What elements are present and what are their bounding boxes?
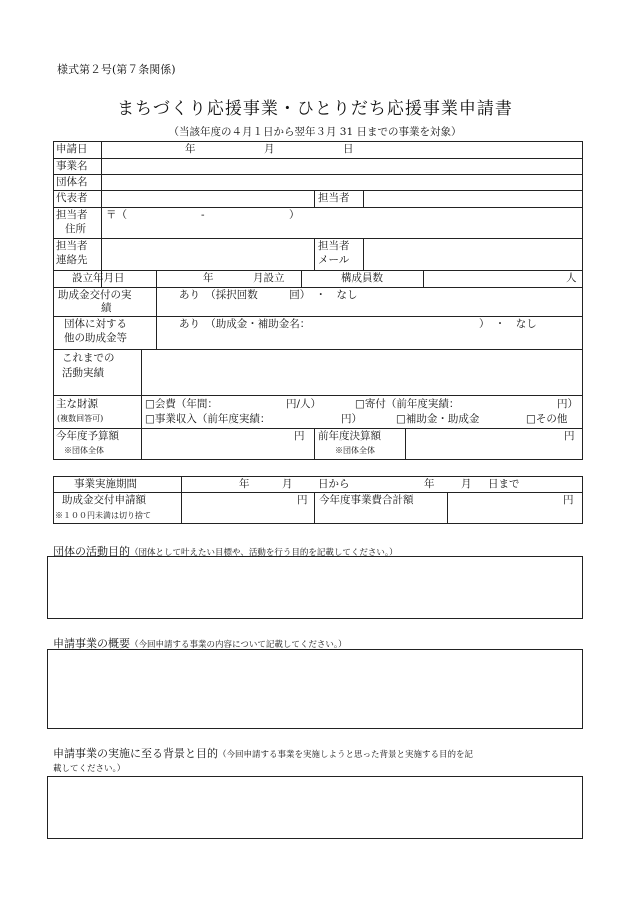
past-activities-label-1: これまでの [62, 352, 115, 364]
table-rule [53, 395, 583, 396]
application-date-day: 日 [343, 143, 354, 155]
table-rule [314, 492, 315, 523]
finance-donation-unit: 円） [557, 398, 578, 410]
page-subtitle: （当該年度の４月１日から翌年３月 31 日までの事業を対象） [168, 126, 462, 138]
table-rule [141, 395, 142, 428]
total-cost-yen: 円 [563, 494, 574, 506]
other-grants-close: ） ・ なし [479, 318, 537, 330]
past-activities-label-2: 活動実績 [62, 367, 104, 379]
purpose-note: （団体として叶えたい目標や、活動を行う目的を記載してください。） [130, 548, 398, 558]
contact-address-label-1: 担当者 [56, 209, 88, 221]
grant-history-label-2: 績 [101, 302, 112, 314]
background-textarea[interactable] [47, 776, 583, 839]
background-note-2: 載してください。） [53, 764, 126, 774]
finance-other[interactable]: □その他 [526, 413, 568, 425]
table-rule [301, 270, 302, 287]
budget-label: 今年度予算額 [56, 430, 119, 442]
period-month-2: 月 [461, 478, 472, 490]
project-name-label: 事業名 [56, 160, 88, 172]
table-rule [53, 476, 54, 524]
grant-request-field[interactable] [182, 493, 314, 523]
finance-membership-unit: 円/人） [286, 398, 322, 410]
finance-donation[interactable]: □寄付（前年度実績： [355, 398, 460, 410]
table-rule [53, 459, 583, 460]
table-rule [314, 190, 315, 207]
contact-address-field[interactable] [102, 208, 582, 238]
establishment-year: 年 [203, 272, 214, 284]
period-field[interactable] [182, 477, 582, 492]
overview-title: 申請事業の概要 [53, 637, 130, 650]
past-activities-field[interactable] [142, 350, 582, 395]
finance-business-income[interactable]: □事業収入（前年度実績： [145, 413, 271, 425]
total-cost-label: 今年度事業費合計額 [319, 494, 414, 506]
prev-settlement-yen: 円 [564, 430, 575, 442]
establishment-label: 設立年月日 [72, 272, 125, 284]
contact-phone-label-2: 連絡先 [56, 254, 88, 266]
postal-close: ） [289, 209, 300, 221]
budget-note: ※団体全体 [64, 446, 104, 455]
prev-settlement-note: ※団体全体 [335, 446, 375, 455]
table-rule [314, 428, 315, 459]
period-year-1: 年 [239, 478, 250, 490]
establishment-field[interactable] [157, 271, 301, 287]
background-heading [53, 745, 473, 761]
postal-mark: 〒（ [106, 209, 127, 221]
contact-email-label-2: メール [318, 254, 350, 266]
table-rule [53, 141, 54, 460]
period-from: 日から [318, 478, 350, 490]
background-title: 申請事業の実施に至る背景と目的 [53, 747, 218, 760]
background-note: （今回申請する事業を実施しようと思った背景と実施する目的を記 [218, 750, 474, 760]
grant-request-yen: 円 [297, 494, 308, 506]
total-cost-field[interactable] [448, 493, 582, 523]
table-rule [582, 476, 583, 524]
table-rule [314, 238, 315, 270]
grant-request-label: 助成金交付申請額 [62, 494, 146, 506]
period-month-1: 月 [282, 478, 293, 490]
contact-phone-field[interactable] [102, 239, 314, 270]
representative-label: 代表者 [56, 192, 88, 204]
other-grants-label-1: 団体に対する [64, 318, 127, 330]
application-date-year: 年 [185, 143, 196, 155]
project-name-field[interactable] [102, 159, 582, 174]
period-until: 日まで [488, 478, 520, 490]
overview-note: （今回申請する事業の内容について記載してください。） [130, 640, 347, 650]
postal-dash: - [201, 209, 205, 221]
background-heading-2 [53, 761, 125, 774]
members-label: 構成員数 [341, 272, 383, 284]
contact-person-label: 担当者 [318, 192, 350, 204]
prev-settlement-field[interactable] [406, 429, 582, 459]
purpose-textarea[interactable] [47, 556, 583, 619]
other-grants-label-2: 他の助成金等 [64, 332, 127, 344]
grant-history-value[interactable]: あり （採択回数 回） ・ なし [179, 289, 358, 301]
page-title: まちづくり応援事業・ひとりだち応援事業申請書 [117, 99, 513, 119]
finance-membership-fee[interactable]: □会費（年間： [145, 398, 218, 410]
form-number: 様式第２号(第７条関係) [57, 63, 176, 76]
table-rule [53, 287, 583, 288]
organization-name-field[interactable] [102, 175, 582, 190]
application-date-month: 月 [264, 143, 275, 155]
other-grants-value[interactable]: あり （助成金・補助金名： [179, 318, 311, 330]
overview-textarea[interactable] [47, 649, 583, 729]
table-rule [156, 287, 157, 349]
prev-settlement-label: 前年度決算額 [318, 430, 381, 442]
members-unit: 人 [566, 272, 577, 284]
organization-name-label: 団体名 [56, 176, 88, 188]
period-year-2: 年 [424, 478, 435, 490]
purpose-title: 団体の活動目的 [53, 545, 130, 558]
contact-person-field[interactable] [364, 191, 582, 207]
grant-request-note: ※１００円未満は切り捨て [55, 511, 151, 520]
representative-field[interactable] [102, 191, 314, 207]
members-field[interactable] [424, 271, 582, 287]
finance-business-unit: 円） [341, 413, 362, 425]
budget-yen: 円 [294, 430, 305, 442]
table-rule [53, 316, 583, 317]
contact-phone-label-1: 担当者 [56, 240, 88, 252]
establishment-month: 月設立 [253, 272, 285, 284]
application-date-label: 申請日 [56, 143, 88, 155]
table-rule [582, 141, 583, 460]
grant-history-label-1: 助成金交付の実 [58, 289, 132, 301]
contact-address-label-2: 住所 [65, 223, 86, 235]
contact-email-label-1: 担当者 [318, 240, 350, 252]
contact-email-field[interactable] [364, 239, 582, 270]
table-rule [53, 523, 583, 524]
finances-label: 主な財源 [56, 398, 98, 410]
finances-label-note: (複数回答可) [57, 414, 104, 423]
finance-subsidy[interactable]: □補助金・助成金 [396, 413, 480, 425]
period-label: 事業実施期間 [74, 478, 137, 490]
application-date-field[interactable] [102, 142, 582, 158]
budget-field[interactable] [142, 429, 314, 459]
